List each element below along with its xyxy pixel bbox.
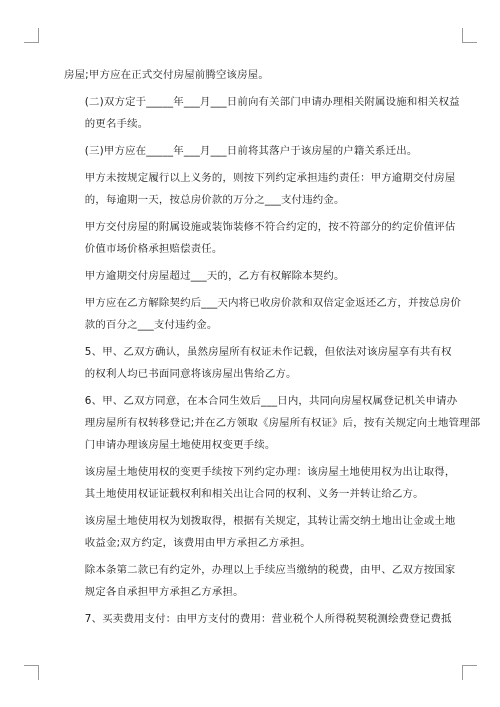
- paragraph-line: 甲方应在乙方解除契约后___天内将已收房价款和双倍定金返还乙方，并按总房价: [84, 297, 462, 309]
- paragraph-line: 甲方未按规定履行以上义务的，则按下列约定承担违约责任：甲方逾期交付房屋: [84, 172, 456, 184]
- paragraph: [64, 292, 462, 336]
- paragraph: [64, 390, 481, 456]
- paragraph: [64, 559, 456, 603]
- paragraph-line: 5、甲、乙双方确认，虽然房屋所有权证未作记载，但依法对该房屋享有共有权: [84, 346, 452, 358]
- paragraph-line: 的权利人均已书面同意将该房屋出售给乙方。: [84, 368, 297, 380]
- paragraph: [64, 461, 456, 505]
- paragraph: [64, 608, 452, 630]
- paragraph: [64, 216, 456, 260]
- paragraph-line: 该房屋土地使用权为划拨取得，根据有关规定，其转让需交纳土地出让金或土地: [84, 515, 456, 527]
- paragraph-line: 其土地使用权证证载权利和相关出让合同的权利、义务一并转让给乙方。: [84, 488, 424, 500]
- paragraph: [64, 167, 456, 211]
- paragraph-line: (二)双方定于_____年___月___日前向有关部门申请办理相关附属设施和相关权益: [84, 96, 460, 108]
- paragraph-line: 该房屋土地使用权的变更手续按下列约定办理：该房屋土地使用权为出让取得，: [84, 466, 456, 478]
- paragraph-line: 的更名手续。: [84, 118, 149, 130]
- crop-mark-bottom-right: [462, 665, 477, 680]
- crop-mark-top-right: [462, 28, 477, 43]
- paragraph-line: 甲方交付房屋的附属设施或装饰装修不符合约定的，按不符部分的约定价值评估: [84, 221, 456, 233]
- paragraph-line: 收益金;双方约定，该费用由甲方承担乙方承担。: [84, 537, 311, 549]
- paragraph-line: (三)甲方应在_____年___月___日前将其落户于该房屋的户籍关系迁出。: [84, 145, 418, 157]
- paragraph-line: 房屋;甲方应在正式交付房屋前腾空该房屋。: [64, 69, 269, 81]
- paragraph: [64, 91, 460, 135]
- paragraph-line: 款的百分之___支付违约金。: [84, 319, 218, 331]
- paragraph-line: 价值市场价格承担赔偿责任。: [84, 243, 223, 255]
- paragraph: [64, 64, 438, 86]
- crop-mark-top-left: [24, 28, 39, 43]
- paragraph-line: 门申请办理该房屋土地使用权变更手续。: [84, 439, 276, 451]
- paragraph-line: 6、甲、乙双方同意，在本合同生效后___日内，共同向房屋权属登记机关申请办: [84, 395, 458, 407]
- paragraph-line: 7、买卖费用支付：由甲方支付的费用：营业税个人所得税契税测绘费登记费抵: [84, 613, 452, 625]
- crop-mark-bottom-left: [24, 665, 39, 680]
- paragraph-line: 甲方逾期交付房屋超过___天的，乙方有权解除本契约。: [84, 270, 345, 282]
- paragraph: [64, 510, 456, 554]
- paragraph-line: 理房屋所有权转移登记;并在乙方领取《房屋所有权证》后，按有关规定向土地管理部: [84, 417, 481, 429]
- paragraph-line: 规定各自承担甲方承担乙方承担。: [84, 586, 244, 598]
- paragraph: [64, 265, 438, 287]
- paragraph-line: 的，每逾期一天，按总房价款的万分之___支付违约金。: [84, 194, 345, 206]
- document-body: [64, 64, 481, 635]
- paragraph: [64, 341, 452, 385]
- paragraph-line: 除本条第二款已有约定外，办理以上手续应当缴纳的税费，由甲、乙双方按国家: [84, 564, 456, 576]
- paragraph: [64, 140, 438, 162]
